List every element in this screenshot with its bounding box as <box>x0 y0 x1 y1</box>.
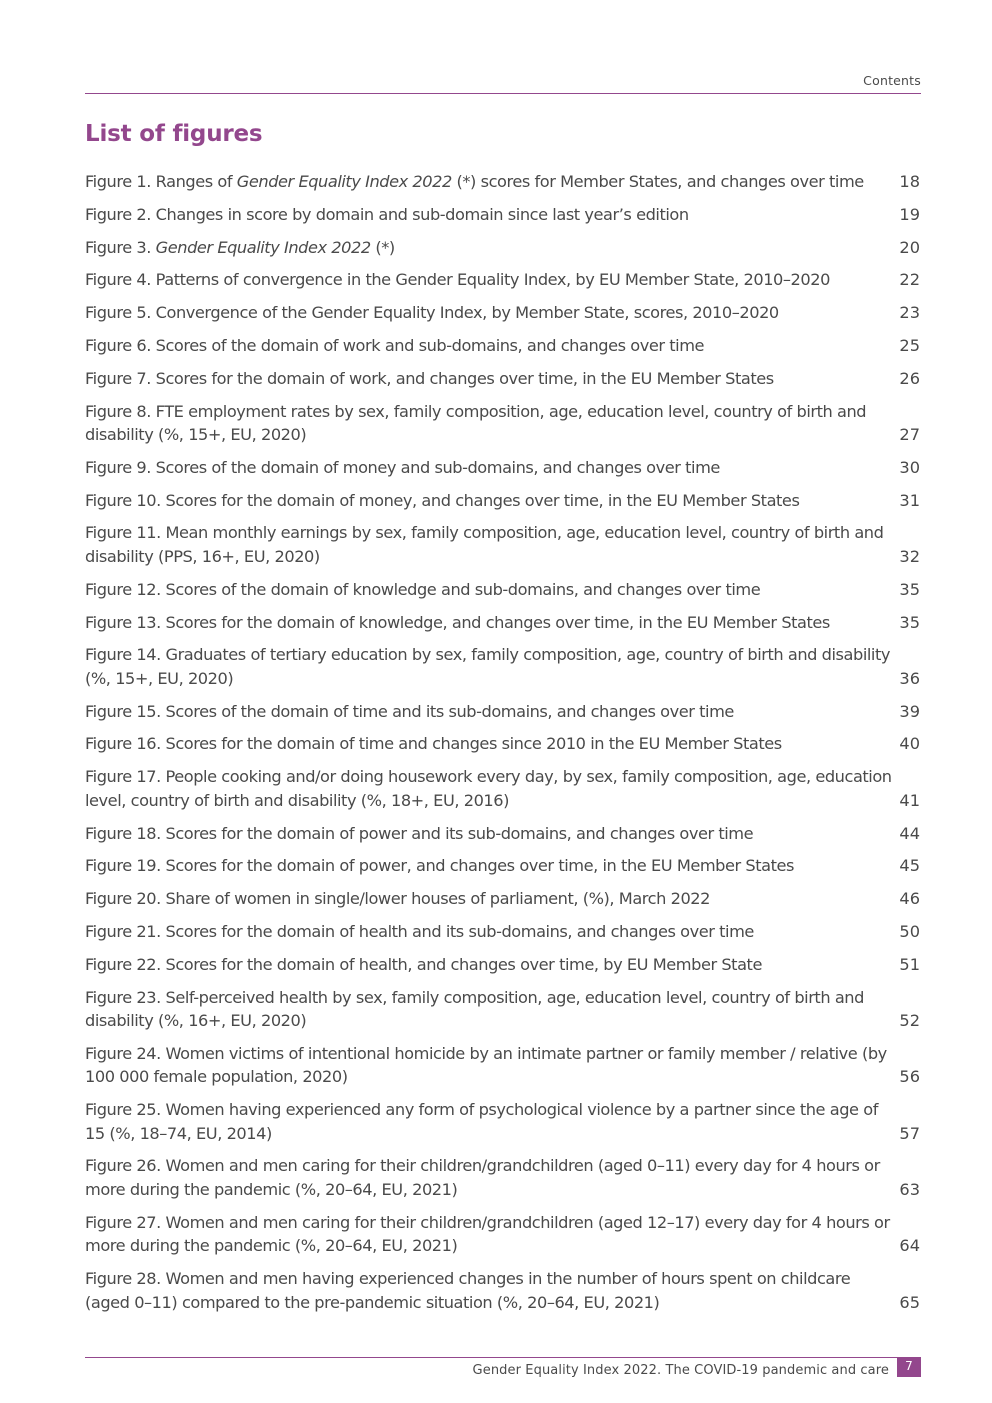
figure-entry[interactable] <box>85 367 921 391</box>
figure-entry-title-text: Figure 4. Patterns of convergence in the Gender Equality Index, by EU Member State, 2010–2020 <box>85 270 830 290</box>
figure-entry-title <box>85 400 895 447</box>
figure-entry-title-text: Figure 28. Women and men having experienced changes in the number of hours spent on childcare (aged 0–11) compared to the pre-pandemic situation (%, 20–64, EU, 2021) <box>85 1269 851 1312</box>
figure-entry-title <box>85 367 895 391</box>
figure-entry-title-text: Figure 24. Women victims of intentional homicide by an intimate partner or family member / relative (by 100 000 female population, 2020) <box>85 1043 887 1087</box>
figure-entry-title <box>85 732 895 756</box>
running-header <box>85 71 921 94</box>
figure-entry-title-text: Figure 8. FTE employment rates by sex, family composition, age, education level, country of birth and disability (%, 15+, EU, 2020) <box>85 401 867 445</box>
figure-entry-page-number: 26 <box>899 368 920 388</box>
figure-entry[interactable] <box>85 920 921 944</box>
figure-entry[interactable] <box>85 301 921 325</box>
figure-entry-page-number: 25 <box>899 335 920 355</box>
figure-entry-title <box>85 1267 895 1314</box>
figure-entry-page-number: 30 <box>899 457 920 477</box>
figure-entry-title-text: Figure 14. Graduates of tertiary education by sex, family composition, age, country of birth and disability (%, 15+, EU, 2020) <box>85 645 890 688</box>
figure-entry-title-text: Figure 10. Scores for the domain of money, and changes over time, in the EU Member States <box>85 490 800 510</box>
figure-entry-title-text: Figure 13. Scores for the domain of knowledge, and changes over time, in the EU Member States <box>85 612 830 632</box>
figure-entry-title-text-suffix: (*) <box>370 237 395 257</box>
figure-entry[interactable] <box>85 521 921 568</box>
figure-entry[interactable] <box>85 170 921 194</box>
figure-entry-page-number: 63 <box>899 1179 920 1199</box>
figure-entry-page-number: 44 <box>899 823 920 843</box>
figure-entry-title-text: Figure 25. Women having experienced any form of psychological violence by a partner since the age of 15 (%, 18–74, EU, 2014) <box>85 1100 878 1143</box>
figure-entry[interactable] <box>85 1098 921 1145</box>
figure-entry-title-text: Figure 22. Scores for the domain of health, and changes over time, by EU Member State <box>85 954 762 974</box>
figure-entry-page-number: 40 <box>899 734 920 754</box>
figure-entry-title-text: Figure 19. Scores for the domain of power, and changes over time, in the EU Member States <box>85 856 794 876</box>
figure-entry-page-number: 50 <box>899 921 920 941</box>
figure-entry[interactable] <box>85 953 921 977</box>
page-number-badge: 7 <box>897 1358 921 1377</box>
figure-entry-title-text: Figure 21. Scores for the domain of health and its sub-domains, and changes over time <box>85 921 754 941</box>
figure-entry-title <box>85 1042 895 1089</box>
figure-entry[interactable] <box>85 1267 921 1314</box>
figure-entry-page-number: 18 <box>899 172 920 191</box>
figure-entry-title-text: Figure 17. People cooking and/or doing housework every day, by sex, family composition, age, education level, country of birth and disability (%, 18+, EU, 2016) <box>85 767 892 810</box>
figure-entry-page-number: 64 <box>899 1236 920 1256</box>
figure-entry-title <box>85 822 895 846</box>
figure-entry-title <box>85 854 895 878</box>
figure-entry-title-text: Figure 1. Ranges of <box>85 172 237 191</box>
figure-entry-page-number: 65 <box>899 1292 920 1312</box>
figure-entry-page-number: 46 <box>899 889 920 909</box>
figure-entry[interactable] <box>85 400 921 447</box>
figure-entry[interactable] <box>85 854 921 878</box>
figure-entry-page-number: 41 <box>899 790 920 810</box>
figure-entry-title <box>85 765 895 812</box>
figure-entry-title <box>85 334 895 358</box>
figure-entry-title <box>85 887 895 911</box>
figure-entry-title-text: Figure 3. <box>85 237 156 257</box>
figure-entry-title <box>85 170 895 194</box>
figure-entry-title-text: Figure 20. Share of women in single/lower houses of parliament, (%), March 2022 <box>85 889 710 909</box>
figure-entry-title-text: Figure 2. Changes in score by domain and sub-domain since last year’s edition <box>85 204 689 224</box>
figure-entry-title <box>85 611 895 635</box>
figure-entry-italic-title: Gender Equality Index 2022 <box>236 172 452 191</box>
figure-entry[interactable] <box>85 268 921 292</box>
page-title: List of figures <box>85 121 263 147</box>
figure-entry-title-text-suffix: (*) scores for Member States, and changes over time <box>451 172 864 191</box>
figure-entry[interactable] <box>85 1042 921 1089</box>
figure-entry-page-number: 32 <box>899 546 920 566</box>
figure-entry[interactable] <box>85 203 921 227</box>
figure-entry[interactable] <box>85 1211 921 1258</box>
figure-entry[interactable] <box>85 700 921 724</box>
figure-entry-page-number: 20 <box>899 237 920 257</box>
figure-entry-italic-title: Gender Equality Index 2022 <box>155 237 371 257</box>
figure-entry-page-number: 22 <box>899 270 920 290</box>
figure-entry-title-text: Figure 11. Mean monthly earnings by sex, family composition, age, education level, country of birth and disability (PPS, 16+, EU, 2020) <box>85 523 884 566</box>
figure-entry-page-number: 35 <box>899 579 920 599</box>
figure-entry[interactable] <box>85 456 921 480</box>
figure-entry-page-number: 39 <box>899 701 920 721</box>
figure-entry-page-number: 51 <box>899 954 920 974</box>
running-footer <box>85 1357 921 1378</box>
figure-entry-title <box>85 1154 895 1201</box>
figure-entry-title <box>85 489 895 513</box>
figure-entry-page-number: 19 <box>899 204 920 224</box>
figure-entry-title-text: Figure 23. Self-perceived health by sex, family composition, age, education level, country of birth and disability (%, 16+, EU, 2020) <box>85 987 864 1031</box>
figure-entry[interactable] <box>85 822 921 846</box>
figure-entry[interactable] <box>85 334 921 358</box>
figure-entry-page-number: 31 <box>899 490 920 510</box>
figure-entry[interactable] <box>85 489 921 513</box>
figure-entry-title <box>85 578 895 602</box>
figure-entry-page-number: 56 <box>899 1067 920 1087</box>
figure-entry-title <box>85 301 895 325</box>
figure-entry[interactable] <box>85 578 921 602</box>
figure-entry-title-text: Figure 16. Scores for the domain of time and changes since 2010 in the EU Member States <box>85 734 782 754</box>
figure-entry-title-text: Figure 27. Women and men caring for their children/grandchildren (aged 12–17) every day for 4 hours or more during the pandemic (%, 20–64, EU, 2021) <box>85 1212 890 1256</box>
figure-entry-page-number: 45 <box>899 856 920 876</box>
figure-entry-title <box>85 1211 895 1258</box>
figure-entry[interactable] <box>85 732 921 756</box>
figure-entry[interactable] <box>85 643 921 690</box>
figure-entry-title-text: Figure 9. Scores of the domain of money and sub-domains, and changes over time <box>85 457 720 477</box>
figure-entry-title-text: Figure 7. Scores for the domain of work, and changes over time, in the EU Member States <box>85 368 774 388</box>
figure-entry-title <box>85 986 895 1033</box>
figure-entry-page-number: 36 <box>899 668 920 688</box>
figure-entry-page-number: 52 <box>899 1011 920 1031</box>
figure-entry-title-text: Figure 12. Scores of the domain of knowledge and sub-domains, and changes over time <box>85 579 761 599</box>
figure-entry-title-text: Figure 5. Convergence of the Gender Equality Index, by Member State, scores, 2010–2020 <box>85 303 779 323</box>
figure-entry-title <box>85 1098 895 1145</box>
figure-entry-title-text: Figure 18. Scores for the domain of power and its sub-domains, and changes over time <box>85 823 754 843</box>
figure-list <box>85 170 921 1323</box>
figure-entry-title <box>85 236 895 260</box>
figure-entry-page-number: 27 <box>899 425 920 445</box>
figure-entry-title <box>85 953 895 977</box>
figure-entry-title <box>85 268 895 292</box>
figure-entry-title <box>85 643 895 690</box>
figure-entry[interactable] <box>85 236 921 260</box>
figure-entry-title-text: Figure 26. Women and men caring for their children/grandchildren (aged 0–11) every day for 4 hours or more during the pandemic (%, 20–64, EU, 2021) <box>85 1156 880 1199</box>
figure-entry-page-number: 57 <box>899 1123 920 1143</box>
header-section-label: Contents <box>863 73 921 88</box>
figure-entry-title-text: Figure 15. Scores of the domain of time and its sub-domains, and changes over time <box>85 701 734 721</box>
figure-entry-page-number: 35 <box>899 612 920 632</box>
figure-entry[interactable] <box>85 765 921 812</box>
figure-entry-title <box>85 521 895 568</box>
figure-entry[interactable] <box>85 1154 921 1201</box>
figure-entry-page-number: 23 <box>899 303 920 323</box>
figure-entry-title <box>85 203 895 227</box>
figure-entry-title <box>85 920 895 944</box>
figure-entry-title <box>85 700 895 724</box>
figure-entry-title <box>85 456 895 480</box>
figure-entry-title-text: Figure 6. Scores of the domain of work and sub-domains, and changes over time <box>85 335 705 355</box>
figure-entry[interactable] <box>85 986 921 1033</box>
figure-entry[interactable] <box>85 887 921 911</box>
figure-entry[interactable] <box>85 611 921 635</box>
footer-publication-title: Gender Equality Index 2022. The COVID-19 pandemic and care <box>472 1363 889 1378</box>
